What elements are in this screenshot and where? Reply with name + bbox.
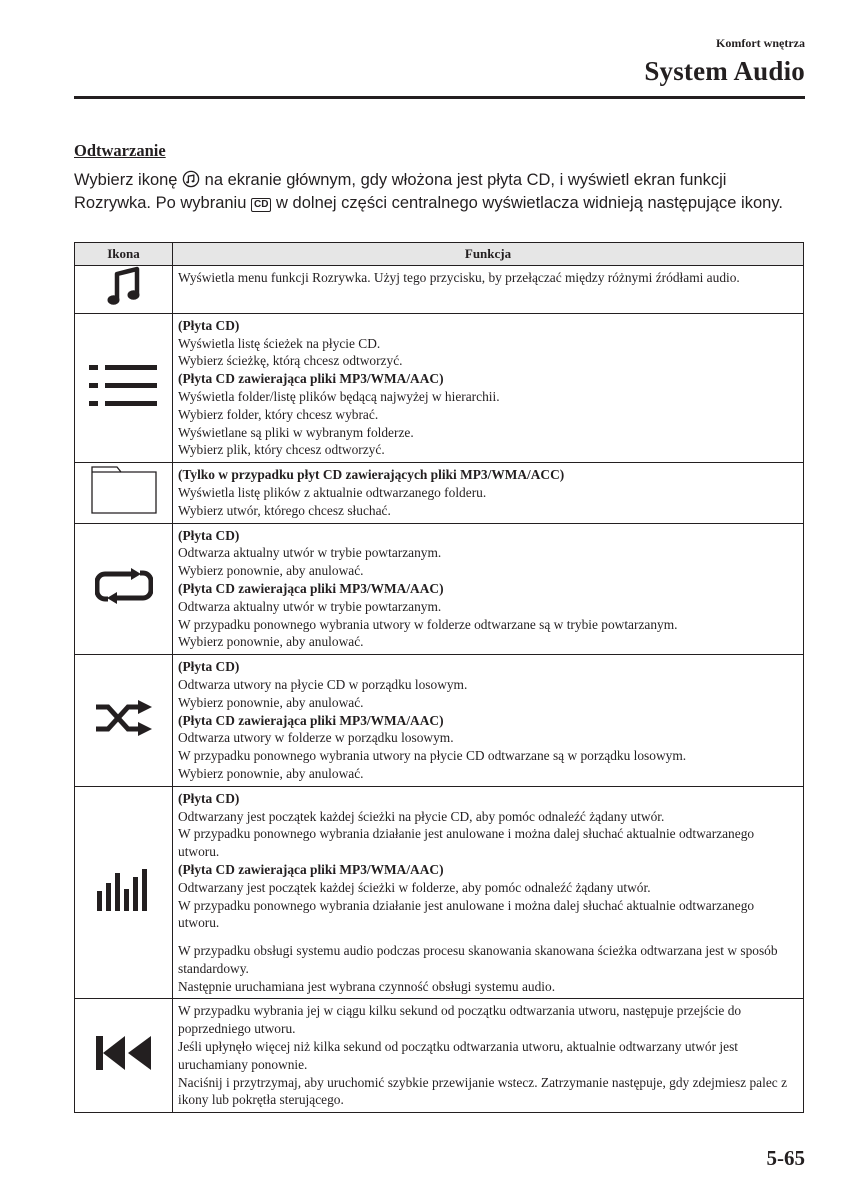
section-label: Komfort wnętrza <box>716 36 805 50</box>
function-line: W przypadku ponownego wybrania utwory na płycie CD odtwarzane są w porządku losowym. <box>178 748 687 764</box>
function-subheading: (Płyta CD) <box>178 790 240 806</box>
function-line: Naciśnij i przytrzymaj, aby uruchomić szybkie przewijanie wstecz. Zatrzymanie następuje, gdy zdejmiesz palec z ikony lub pokrętła sterującego. <box>178 1074 788 1108</box>
function-line: Następnie uruchamiana jest wybrana czynność obsługi systemu audio. <box>178 978 556 994</box>
function-subheading: (Płyta CD) <box>178 659 240 675</box>
table-row <box>75 463 804 523</box>
function-cell <box>173 313 804 462</box>
function-cell <box>173 786 804 999</box>
music-note-icon <box>104 266 144 313</box>
icon-cell <box>75 999 173 1113</box>
function-line: Odtwarzany jest początek każdej ścieżki w folderze, aby pomóc odnaleźć żądany utwór. <box>178 879 651 895</box>
function-line: Wyświetla listę plików z aktualnie odtwarzanego folderu. <box>178 484 487 500</box>
function-line: Wybierz ponownie, aby anulować. <box>178 634 364 650</box>
function-line: Jeśli upłynęło więcej niż kilka sekund od początku odtwarzania utworu, aktualnie odtwarzany utwór jest uruchamiany ponownie. <box>178 1039 739 1072</box>
function-line: Odtwarzany jest początek każdej ścieżki na płycie CD, aby pomóc odnaleźć żądany utwór. <box>178 808 665 824</box>
table-row <box>75 523 804 655</box>
icon-cell <box>75 266 173 314</box>
icon-cell <box>75 523 173 655</box>
table-row <box>75 266 804 314</box>
icon-cell <box>75 313 173 462</box>
function-line: Wyświetla folder/listę plików będącą najwyżej w hierarchii. <box>178 388 500 404</box>
function-cell <box>173 463 804 523</box>
function-line: Wybierz ponownie, aby anulować. <box>178 563 364 579</box>
table-header-row <box>75 243 804 266</box>
table-row <box>75 655 804 787</box>
table-row <box>75 786 804 999</box>
function-line: Wybierz ścieżkę, którą chcesz odtworzyć. <box>178 353 403 369</box>
function-subheading: (Płyta CD zawierająca pliki MP3/WMA/AAC) <box>178 861 444 877</box>
repeat-icon <box>95 568 153 609</box>
icon-cell <box>75 463 173 523</box>
function-cell <box>173 999 804 1113</box>
music-note-inline-icon <box>182 170 200 194</box>
intro-text-3: w dolnej części centralnego wyświetlacza widnieją następujące ikony. <box>276 193 783 212</box>
scan-icon <box>97 869 151 916</box>
function-line: Odtwarza aktualny utwór w trybie powtarzanym. <box>178 545 442 561</box>
shuffle-icon <box>94 699 154 742</box>
function-table <box>74 242 804 1113</box>
function-line: Wybierz ponownie, aby anulować. <box>178 694 364 710</box>
column-header-function: Funkcja <box>173 243 804 266</box>
function-line: Odtwarza utwory na płycie CD w porządku losowym. <box>178 676 468 692</box>
function-cell <box>173 523 804 655</box>
function-subheading: (Płyta CD zawierająca pliki MP3/WMA/AAC) <box>178 580 444 596</box>
intro-text-1: Wybierz ikonę <box>74 171 178 189</box>
folder-icon <box>91 466 157 519</box>
header-rule <box>74 96 805 99</box>
function-subheading: (Tylko w przypadku płyt CD zawierających pliki MP3/WMA/ACC) <box>178 467 565 483</box>
intro-text-2: na ekranie głównym, gdy włożona jest płyta CD, i wyświetl ekran funkcji Rozrywka. Po wybraniu <box>74 171 727 212</box>
function-subheading: (Płyta CD) <box>178 317 240 333</box>
table-row <box>75 999 804 1113</box>
function-line: W przypadku wybrania jej w ciągu kilku sekund od początku odtwarzania utworu, następuje przejście do poprzedniego utworu. <box>178 1003 742 1037</box>
function-line: W przypadku ponownego wybrania działanie jest anulowane i można dalej słuchać aktualnie odtwarzanego utworu. <box>178 897 755 931</box>
function-line: Wyświetla listę ścieżek na płycie CD. <box>178 335 381 351</box>
function-subheading: (Płyta CD zawierająca pliki MP3/WMA/AAC) <box>178 371 444 387</box>
function-cell <box>173 655 804 787</box>
function-subheading: (Płyta CD zawierająca pliki MP3/WMA/AAC) <box>178 712 444 728</box>
function-line: Wybierz ponownie, aby anulować. <box>178 765 364 781</box>
function-line: Wybierz folder, który chcesz wybrać. <box>178 406 379 422</box>
previous-track-icon <box>96 1035 152 1076</box>
function-line: Odtwarza aktualny utwór w trybie powtarzanym. <box>178 598 442 614</box>
section-heading: Odtwarzanie <box>74 141 166 160</box>
cd-inline-icon: CD <box>251 198 271 212</box>
paragraph-gap <box>178 932 798 942</box>
icon-cell <box>75 786 173 999</box>
column-header-icon: Ikona <box>75 243 173 266</box>
page-number: 5-65 <box>766 1146 805 1170</box>
function-line: Wyświetla menu funkcji Rozrywka. Użyj tego przycisku, by przełączać między różnymi źródłami audio. <box>178 270 740 285</box>
function-line: W przypadku obsługi systemu audio podczas procesu skanowania skanowana ścieżka odtwarzana jest w sposób standardowy. <box>178 943 778 976</box>
intro-paragraph <box>74 170 804 213</box>
page-title: System Audio <box>644 56 805 86</box>
table-row <box>75 313 804 462</box>
function-line: W przypadku ponownego wybrania działanie jest anulowane i można dalej słuchać aktualnie odtwarzanego utworu. <box>178 826 755 860</box>
function-line: Wyświetlane są pliki w wybranym folderze. <box>178 424 414 440</box>
function-cell <box>173 266 804 314</box>
function-line: W przypadku ponownego wybrania utwory w folderze odtwarzane są w trybie powtarzanym. <box>178 616 678 632</box>
list-icon <box>89 364 159 413</box>
function-line: Wybierz plik, który chcesz odtworzyć. <box>178 442 385 458</box>
function-line: Odtwarza utwory w folderze w porządku losowym. <box>178 730 454 746</box>
function-line: Wybierz utwór, którego chcesz słuchać. <box>178 502 391 518</box>
function-subheading: (Płyta CD) <box>178 527 240 543</box>
icon-cell <box>75 655 173 787</box>
